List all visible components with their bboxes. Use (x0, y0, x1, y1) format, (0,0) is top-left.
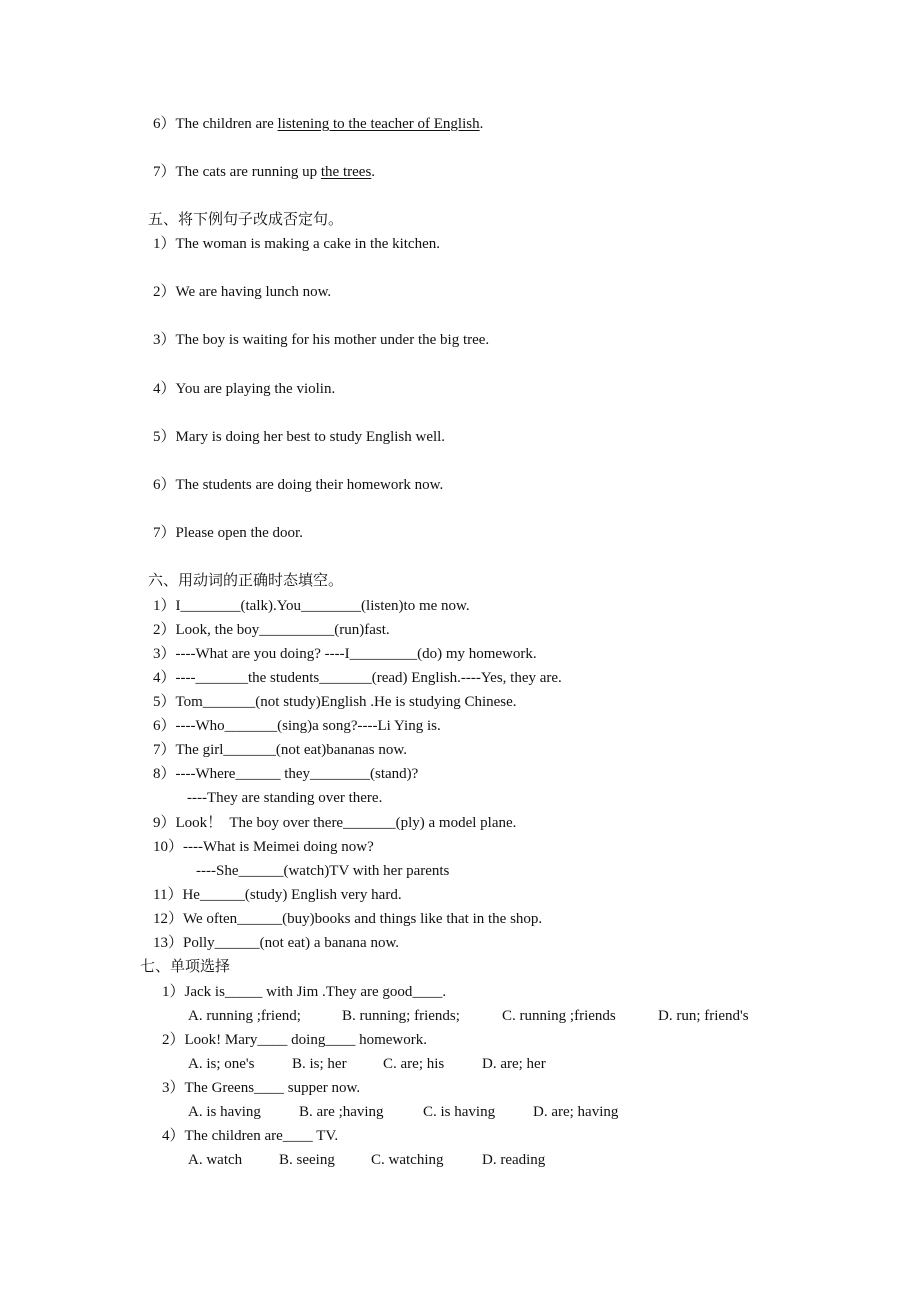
s5-item: 6）The students are doing their homework now. (153, 477, 444, 493)
s6-item: 5）Tom_______(not study)English .He is studying Chinese. (153, 694, 517, 710)
option-d: D. are; having (533, 1104, 619, 1120)
option-d: D. are; her (482, 1056, 546, 1072)
s7-question-stem: 1）Jack is_____ with Jim .They are good____. (162, 984, 447, 1000)
underlined-phrase: listening to the teacher of English (277, 116, 480, 132)
section6-heading: 六、用动词的正确时态填空。 (148, 573, 344, 589)
option-c: C. running ;friends (502, 1008, 616, 1024)
s5-item: 5）Mary is doing her best to study English well. (153, 429, 446, 445)
s6-item: 2）Look, the boy__________(run)fast. (153, 622, 390, 638)
s5-item: 3）The boy is waiting for his mother under the big tree. (153, 332, 490, 348)
section7-heading: 七、单项选择 (140, 959, 231, 975)
s6-item: 8）----Where______ they________(stand)? (153, 766, 419, 782)
option-a: A. running ;friend; (188, 1008, 301, 1024)
s6-item: 6）----Who_______(sing)a song?----Li Ying is. (153, 718, 441, 734)
s6-item: 13）Polly______(not eat) a banana now. (153, 935, 400, 951)
s6-item-answer: ----She______(watch)TV with her parents (196, 863, 450, 879)
option-b: B. is; her (292, 1056, 347, 1072)
option-b: B. running; friends; (342, 1008, 460, 1024)
s6-item: 3）----What are you doing? ----I_________(do) my homework. (153, 646, 537, 662)
s7-question-stem: 3）The Greens____ supper now. (162, 1080, 361, 1096)
option-a: A. is having (188, 1104, 261, 1120)
s6-item: 7）The girl_______(not eat)bananas now. (153, 742, 407, 758)
option-b: B. are ;having (299, 1104, 384, 1120)
option-a: A. is; one's (188, 1056, 255, 1072)
s6-item: 12）We often______(buy)books and things like that in the shop. (153, 911, 543, 927)
s5-item: 2）We are having lunch now. (153, 284, 332, 300)
option-c: C. is having (423, 1104, 496, 1120)
s7-question-stem: 4）The children are____ TV. (162, 1128, 339, 1144)
s4-item-7: 7）The cats are running up the trees. (153, 164, 376, 180)
s6-item: 9）Look！ The boy over there_______(ply) a model plane. (153, 815, 517, 831)
s6-item: 4）----_______the students_______(read) English.----Yes, they are. (153, 670, 562, 686)
s5-item: 4）You are playing the violin. (153, 381, 336, 397)
s6-item: 11）He______(study) English very hard. (153, 887, 402, 903)
option-c: C. are; his (383, 1056, 445, 1072)
s5-item: 1）The woman is making a cake in the kitchen. (153, 236, 440, 252)
option-a: A. watch (188, 1152, 243, 1168)
s7-question-stem: 2）Look! Mary____ doing____ homework. (162, 1032, 427, 1048)
underlined-phrase: the trees (320, 164, 372, 180)
option-c: C. watching (371, 1152, 444, 1168)
s5-item: 7）Please open the door. (153, 525, 303, 541)
option-d: D. reading (482, 1152, 546, 1168)
option-b: B. seeing (279, 1152, 335, 1168)
s6-item: 1）I________(talk).You________(listen)to me now. (153, 598, 470, 614)
s6-item: 10）----What is Meimei doing now? (153, 839, 374, 855)
option-d: D. run; friend's (658, 1008, 749, 1024)
s4-item-6: 6）The children are listening to the teacher of English. (153, 116, 484, 132)
section5-heading: 五、将下例句子改成否定句。 (148, 212, 344, 228)
s6-item-answer: ----They are standing over there. (187, 790, 383, 806)
